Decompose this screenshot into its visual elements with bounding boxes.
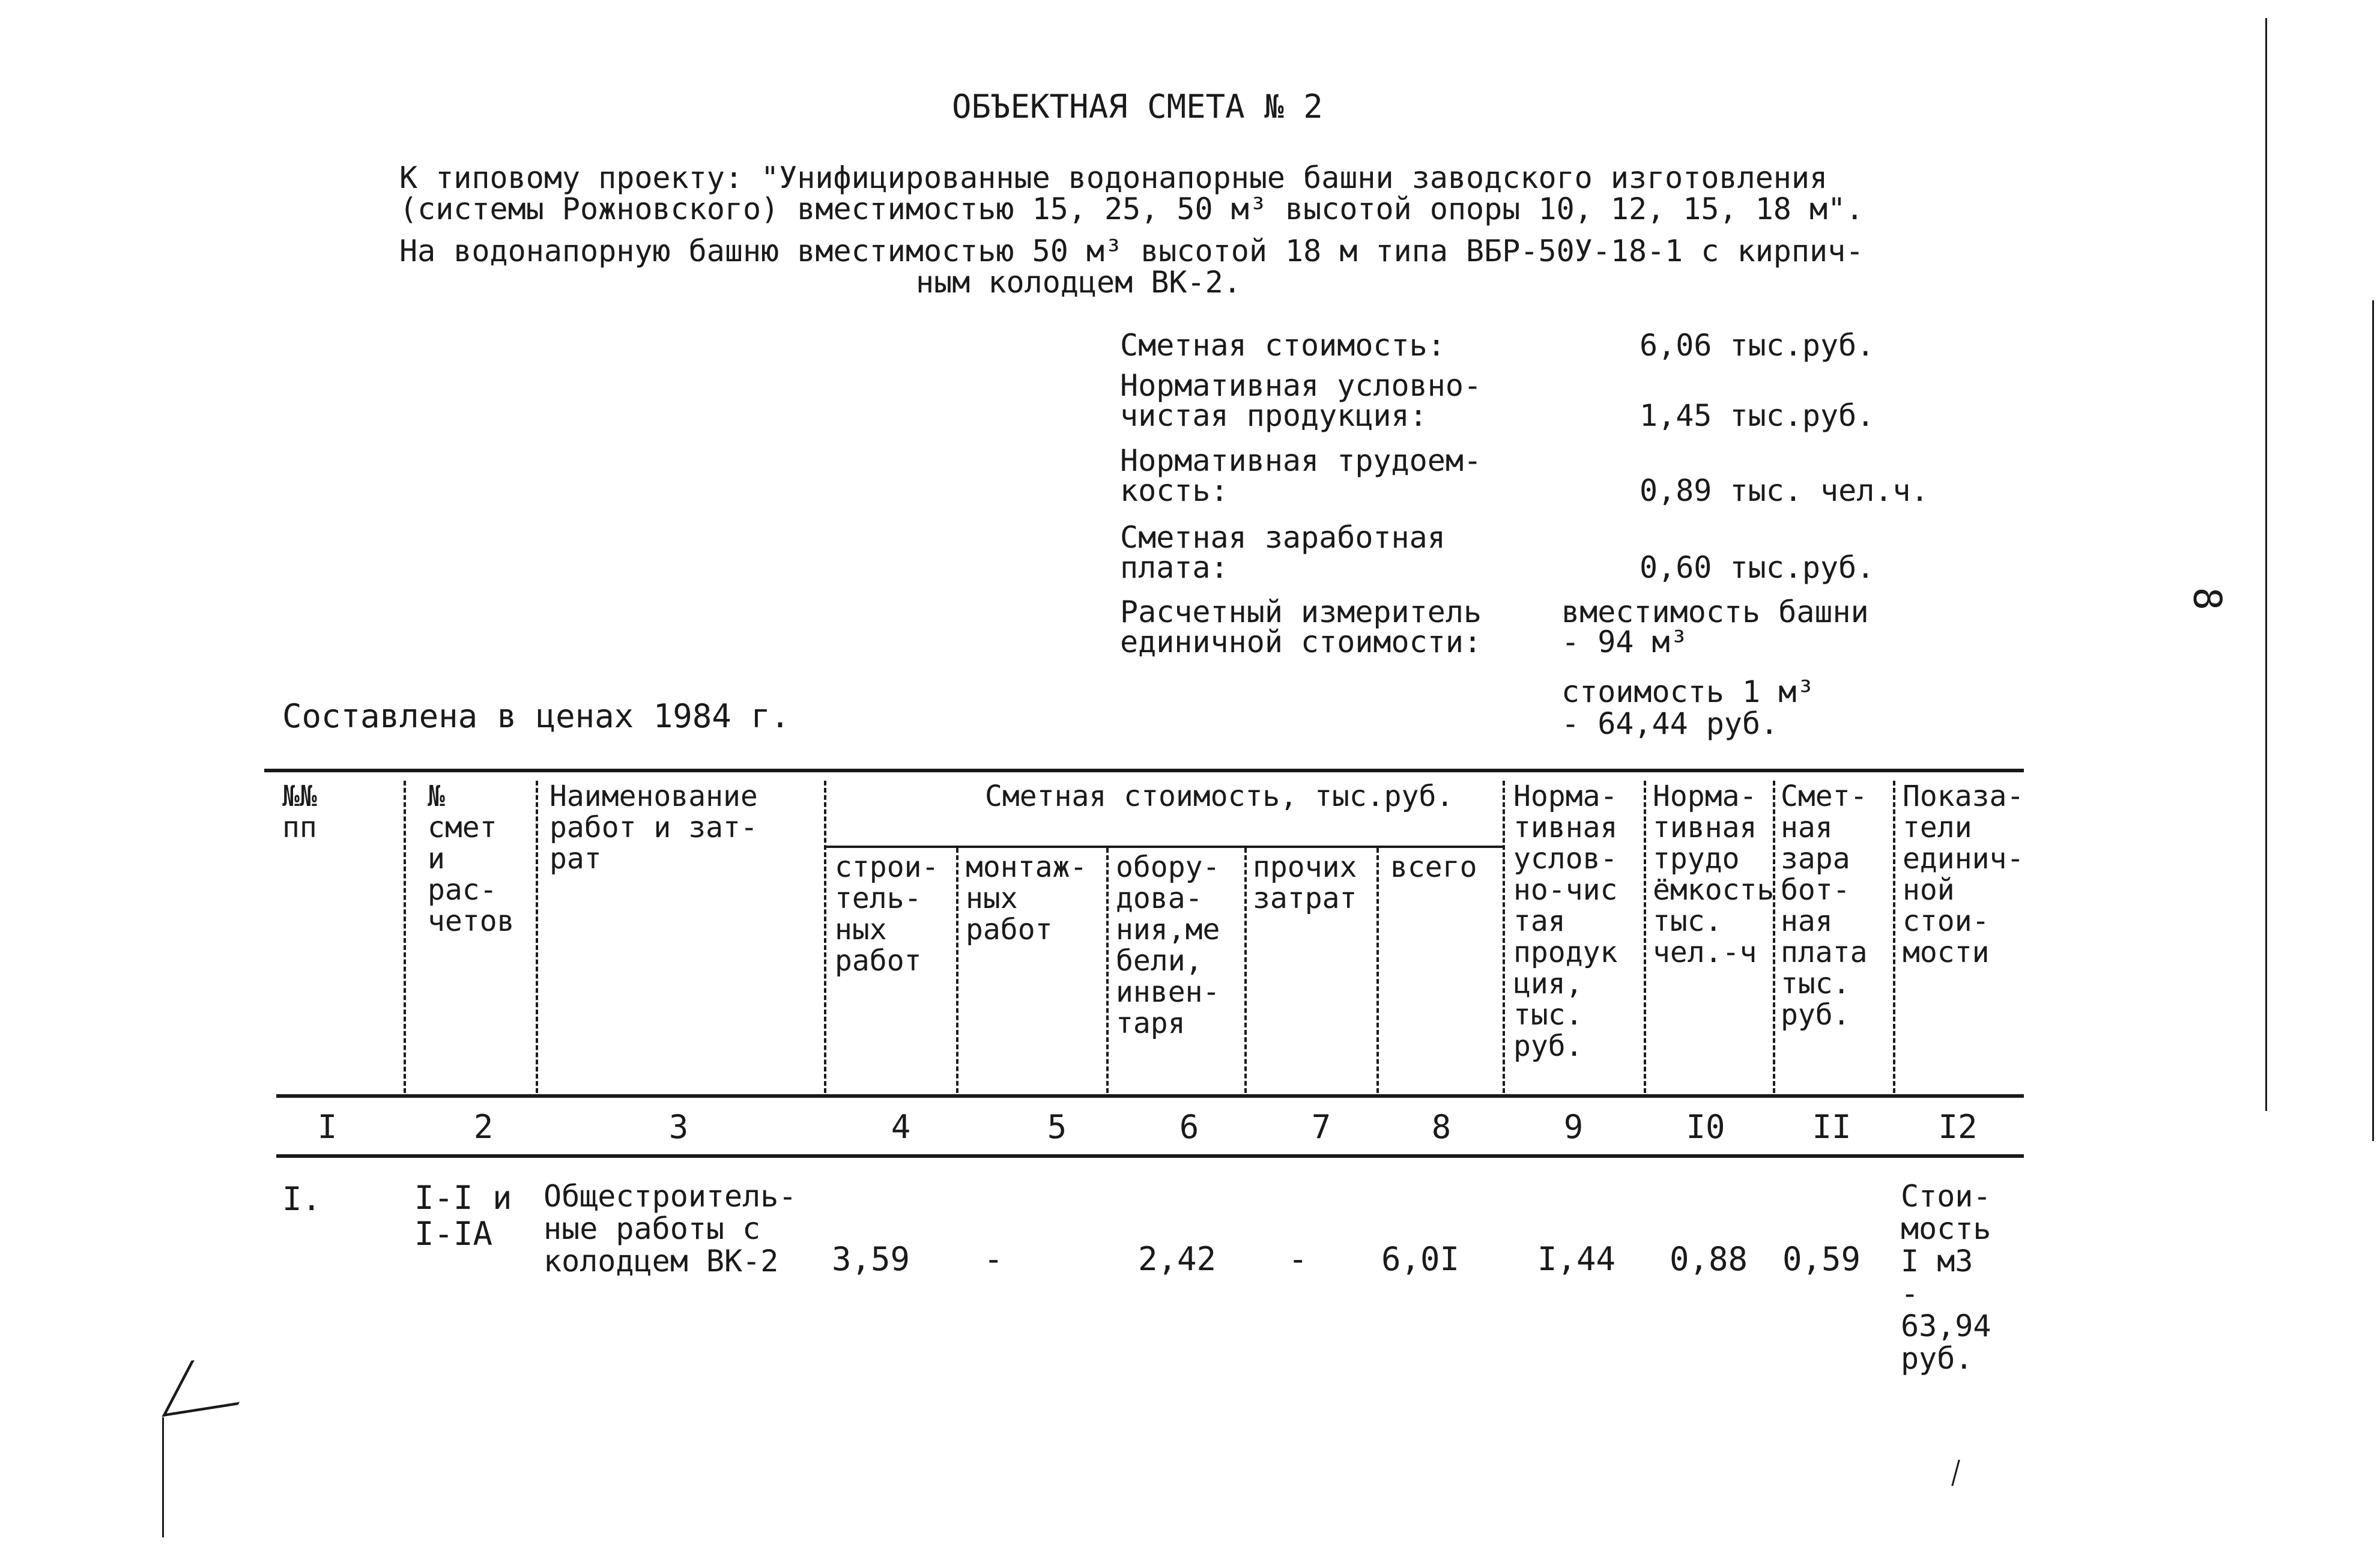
col-divider-7 <box>1376 848 1379 1093</box>
row-installation: - <box>984 1240 1004 1278</box>
column-number-1: I <box>317 1108 338 1146</box>
project-line-1: К типовому проекту: "Унифицированные водонапорные башни заводского изготовления <box>399 160 1828 195</box>
header-work-name: Наименование работ и зат- рат <box>550 780 758 876</box>
header-total: всего <box>1390 850 1477 884</box>
row-number: I. <box>282 1180 322 1218</box>
header-equipment: обору- дова- ния,ме бели, инвен- таря <box>1116 850 1220 1040</box>
column-number-9: 9 <box>1563 1108 1584 1146</box>
header-net-product: Норма- тивная услов- но-чис тая продук ция, тыс. руб. <box>1513 780 1618 1063</box>
col-divider-4 <box>956 848 958 1093</box>
header-row-number: №№ пп <box>282 780 317 844</box>
column-number-10: I0 <box>1686 1108 1725 1146</box>
prices-note: Составлена в ценах 1984 г. <box>282 697 790 735</box>
pencil-tick <box>1951 1459 1960 1486</box>
header-other: прочих затрат <box>1253 850 1357 915</box>
row-indicator: Стои- мость I м3 - 63,94 руб. <box>1901 1179 1991 1376</box>
header-construction: строи- тель- ных работ <box>835 850 939 978</box>
row-construction: 3,59 <box>832 1240 910 1278</box>
row-labor: 0,88 <box>1670 1240 1748 1278</box>
object-line-1: На водонапорную башню вместимостью 50 м³ высотой 18 м типа ВБР-50У-18-1 с кирпич- <box>399 234 1864 268</box>
meter-value-3: стоимость 1 м³ <box>1561 674 1815 709</box>
cost-label: Сметная стоимость: <box>1120 328 1446 363</box>
col-divider-8 <box>1503 781 1505 1093</box>
col-divider-2 <box>536 781 538 1093</box>
product-label-2: чистая продукция: <box>1120 398 1428 433</box>
group-sub-rule <box>824 846 1503 848</box>
header-indicators: Показа- тели единич- ной стои- мости <box>1903 780 2024 969</box>
labor-label-2: кость: <box>1120 473 1229 508</box>
product-label-1: Нормативная условно- <box>1120 368 1482 403</box>
row-other: - <box>1288 1240 1308 1278</box>
column-number-3: 3 <box>668 1108 689 1146</box>
cost-value: 6,06 тыс.руб. <box>1640 328 1875 363</box>
right-edge-line <box>2372 300 2374 1141</box>
left-margin-line <box>162 1417 164 1537</box>
wage-label-1: Сметная заработная <box>1120 520 1446 555</box>
object-line-2: ным колодцем ВК-2. <box>916 265 1241 300</box>
meter-label-2: единичной стоимости: <box>1120 625 1482 659</box>
project-line-2: (системы Рожновского) вместимостью 15, 25, 50 м³ высотой опоры 10, 12, 15, 18 м". <box>399 192 1864 226</box>
header-cost-group: Сметная стоимость, тыс.руб. <box>985 780 1454 813</box>
product-value: 1,45 тыс.руб. <box>1640 398 1875 433</box>
table-header-rule <box>276 1094 2024 1098</box>
column-number-7: 7 <box>1311 1108 1331 1146</box>
meter-value-1: вместимость башни <box>1561 595 1869 629</box>
column-number-4: 4 <box>891 1108 911 1146</box>
col-divider-11 <box>1893 781 1895 1093</box>
col-divider-5 <box>1106 848 1109 1093</box>
header-wage: Смет- ная зара бот- ная плата тыс. руб. <box>1781 780 1868 1032</box>
table-top-rule <box>264 769 2024 772</box>
col-divider-9 <box>1644 781 1646 1093</box>
right-margin-line <box>2265 18 2267 1111</box>
labor-value: 0,89 тыс. чел.ч. <box>1640 473 1929 508</box>
column-number-12: I2 <box>1938 1108 1978 1146</box>
row-wage: 0,59 <box>1782 1240 1861 1278</box>
meter-label-1: Расчетный измеритель <box>1120 595 1482 629</box>
wage-value: 0,60 тыс.руб. <box>1640 550 1875 585</box>
meter-value-2: - 94 м³ <box>1561 625 1688 659</box>
handwritten-mark <box>162 1349 267 1417</box>
page-number: 8 <box>2184 587 2229 611</box>
column-number-11: II <box>1812 1108 1852 1146</box>
wage-label-2: плата: <box>1120 550 1229 585</box>
document-title: ОБЪЕКТНАЯ СМЕТА № 2 <box>952 88 1323 126</box>
col-divider-6 <box>1244 848 1247 1093</box>
meter-value-4: - 64,44 руб. <box>1561 706 1779 741</box>
row-net-product: I,44 <box>1537 1240 1616 1278</box>
table-colnum-rule <box>276 1154 2024 1158</box>
col-divider-3 <box>824 781 826 1093</box>
column-number-5: 5 <box>1047 1108 1067 1146</box>
row-work-name: Общестроитель- ные работы с колодцем ВК-2 <box>544 1179 797 1279</box>
column-number-6: 6 <box>1179 1108 1199 1146</box>
header-installation: монтаж- ных работ <box>966 850 1088 946</box>
col-divider-1 <box>404 781 406 1093</box>
header-labor: Норма- тивная трудо ёмкость тыс. чел.-ч <box>1653 780 1775 969</box>
row-total: 6,0I <box>1381 1240 1460 1278</box>
column-number-2: 2 <box>473 1108 494 1146</box>
labor-label-1: Нормативная трудоем- <box>1120 443 1482 478</box>
row-equipment: 2,42 <box>1138 1240 1217 1278</box>
column-number-8: 8 <box>1431 1108 1452 1146</box>
row-estimate-ref: I-I и I-IА <box>414 1179 512 1253</box>
header-estimate-ref: № смет и рас- четов <box>428 780 515 938</box>
